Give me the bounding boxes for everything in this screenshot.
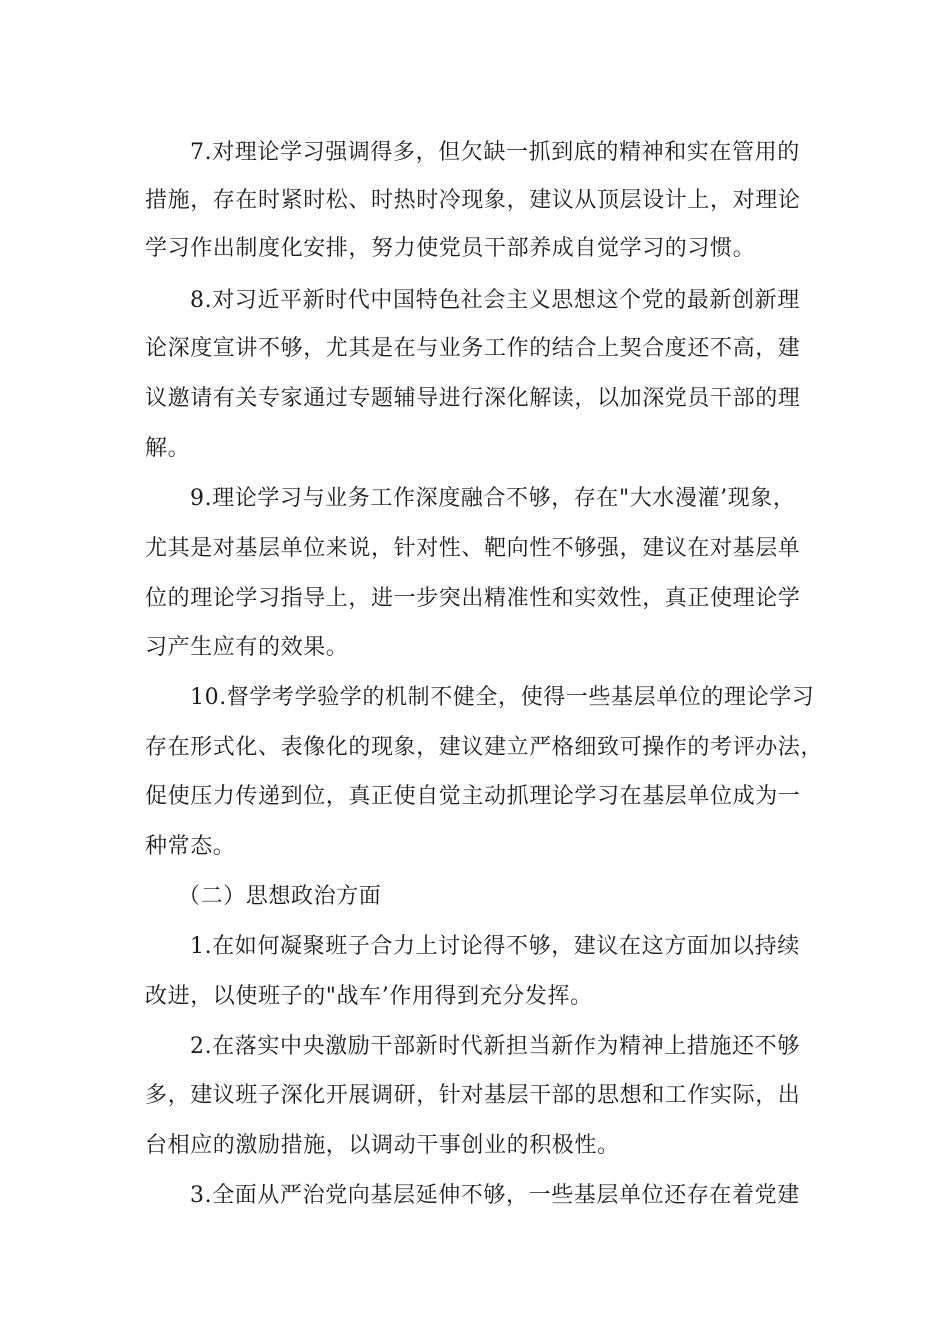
item-2-line-2: 多，建议班子深化开展调研，针对基层干部的思想和工作实际，出 bbox=[145, 1083, 801, 1108]
para-7-line-1: 7.对理论学习强调得多，但欠缺一抓到底的精神和实在管用的 bbox=[190, 140, 800, 165]
para-8-line-3: 议邀请有关专家通过专题辅导进行深化解读，以加深党员干部的理 bbox=[145, 386, 801, 411]
para-7-line-3: 学习作出制度化安排，努力使党员干部养成自觉学习的习惯。 bbox=[145, 236, 756, 261]
para-10-line-2: 存在形式化、表像化的现象，建议建立严格细致可操作的考评办法， bbox=[145, 735, 824, 760]
para-10-line-1: 10.督学考学验学的机制不健全，使得一些基层单位的理论学习 bbox=[190, 685, 815, 710]
item-1-line-1: 1.在如何凝聚班子合力上讨论得不够，建议在这方面加以持续 bbox=[190, 934, 800, 959]
para-8-line-1: 8.对习近平新时代中国特色社会主义思想这个党的最新创新理 bbox=[190, 288, 800, 313]
item-2-line-3: 台相应的激励措施，以调动干事创业的积极性。 bbox=[145, 1133, 620, 1158]
section-heading: （二）思想政治方面 bbox=[178, 884, 382, 909]
para-9-line-4: 习产生应有的效果。 bbox=[145, 635, 349, 660]
para-10-line-3: 促使压力传递到位，真正使自觉主动抓理论学习在基层单位成为一 bbox=[145, 784, 801, 809]
para-7-line-2: 措施，存在时紧时松、时热时冷现象，建议从顶层设计上，对理论 bbox=[145, 188, 801, 213]
item-2-line-1: 2.在落实中央激励干部新时代新担当新作为精神上措施还不够 bbox=[190, 1034, 800, 1059]
para-8-line-4: 解。 bbox=[145, 436, 191, 461]
item-1-line-2: 改进，以使班子的"战车’作用得到充分发挥。 bbox=[145, 984, 593, 1009]
para-10-line-4: 种常态。 bbox=[145, 834, 236, 859]
para-9-line-3: 位的理论学习指导上，进一步突出精准性和实效性，真正使理论学 bbox=[145, 586, 801, 611]
para-9-line-1: 9.理论学习与业务工作深度融合不够，存在"大水漫灌’现象， bbox=[190, 486, 796, 511]
item-3-line-1: 3.全面从严治党向基层延伸不够，一些基层单位还存在着党建 bbox=[190, 1183, 800, 1208]
para-9-line-2: 尤其是对基层单位来说，针对性、靶向性不够强，建议在对基层单 bbox=[145, 536, 801, 561]
para-8-line-2: 论深度宣讲不够，尤其是在与业务工作的结合上契合度还不高，建 bbox=[145, 336, 801, 361]
